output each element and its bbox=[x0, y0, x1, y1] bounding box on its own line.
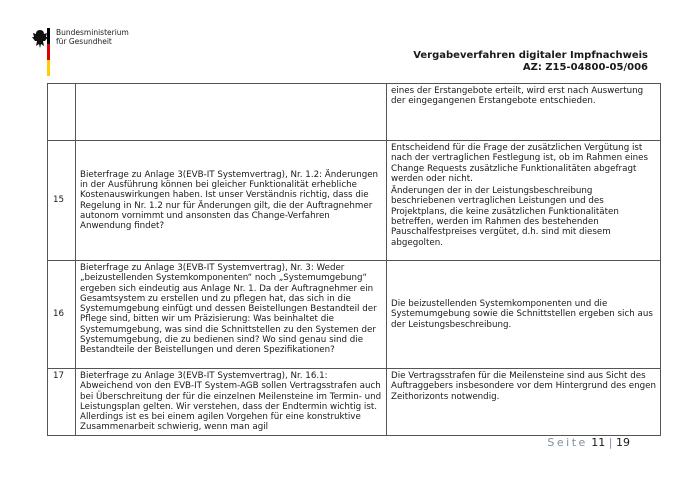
table-row bbox=[48, 141, 661, 261]
row-number: 17 bbox=[48, 369, 76, 436]
question-cell: Bieterfrage zu Anlage 3(EVB-IT Systemvertrag), Nr. 16.1: Abweichend von den EVB-IT System-AGB sollen Vertragsstrafen auch bei Überschreitung der für die einzelnen Meilensteine im Termin- und Leistungsplan gelten. Wir verstehen, dass der Endtermin wichtig ist. Allerdings ist es bei einem agilen Vorgehen für eine konstruktive Zusammenarbeit schwierig, wenn man agil bbox=[76, 369, 387, 436]
ministry-line-1: Bundesministerium bbox=[56, 28, 129, 37]
ministry-logo bbox=[30, 28, 140, 78]
flag-bar bbox=[47, 28, 50, 76]
ministry-name bbox=[56, 28, 129, 46]
flag-stripe-gold bbox=[47, 60, 50, 76]
answer-cell bbox=[387, 84, 661, 141]
file-reference: AZ: Z15-04800-05/006 bbox=[522, 62, 648, 73]
question-cell bbox=[76, 84, 387, 141]
page-label: Seite bbox=[547, 436, 588, 449]
answer-cell bbox=[387, 141, 661, 261]
flag-stripe-black bbox=[47, 28, 50, 44]
question-cell: Bieterfrage zu Anlage 3(EVB-IT Systemvertrag), Nr. 3: Weder „beizustellenden Systemkomponenten“ noch „Systemumgebung“ ergeben sich eindeutig aus Anlage Nr. 1. Da der Auftragnehmer ein Gesamtsystem zu erstellen und zu pflegen hat, das sich in die Systemumgebung einfügt und dessen Beistellungen Bestandteil der Pflege sind, bitten wir um Präzisierung: Was beinhaltet die Systemumgebung, was sind die Schnittstellen zu den Systemen der Systemumgebung, die zu bedienen sind? Wo sind genau sind die Bestandteile der Beistellungen und deren Spezifikationen? bbox=[76, 261, 387, 369]
answer-paragraph: Änderungen der in der Leistungsbeschreibung beschriebenen vertraglichen Leistungen und des Projektplans, die keine zusätzlichen Funktionalitäten betreffen, werden im Rahmen des bestehenden Pauschalfestpreises vergütet, d.h. sind mit diesem abgegolten. bbox=[391, 186, 619, 248]
page-separator: | bbox=[608, 436, 613, 449]
question-cell: Bieterfrage zu Anlage 3(EVB-IT Systemvertrag), Nr. 1.2: Änderungen in der Ausführung können bei gleicher Funktionalität erhebliche Kostenauswirkungen haben. Ist unser Verständnis richtig, dass die Regelung in Nr. 1.2 nur für Änderungen gilt, die der Auftragnehmer autonom vornimmt und ansonsten das Change-Verfahren Anwendung findet? bbox=[76, 141, 387, 261]
answer-cell bbox=[387, 369, 661, 436]
answer-paragraph: Die Vertragsstrafen für die Meilensteine sind aus Sicht des Auftraggebers insbesondere vor dem Hintergrund des engen Zeithorizonts notwendig. bbox=[391, 371, 656, 402]
document-header bbox=[413, 50, 648, 74]
row-number: 15 bbox=[48, 141, 76, 261]
page-total: 19 bbox=[616, 436, 630, 449]
row-number: 16 bbox=[48, 261, 76, 369]
document-title: Vergabeverfahren digitaler Impfnachweis bbox=[413, 50, 648, 61]
ministry-line-2: für Gesundheit bbox=[56, 37, 112, 46]
page-footer bbox=[547, 436, 630, 449]
table-row bbox=[48, 261, 661, 369]
answer-paragraph: Entscheidend für die Frage der zusätzlichen Vergütung ist nach der vertraglichen Festlegung ist, ob im Rahmen eines Change Requests zusätzliche Funktionalitäten abgefragt werden oder nicht. bbox=[391, 143, 649, 184]
answer-paragraph: eines der Erstangebote erteilt, wird erst nach Auswertung der eingegangenen Erstangebote entschieden. bbox=[391, 86, 644, 107]
table-row bbox=[48, 84, 661, 141]
table-row bbox=[48, 369, 661, 436]
flag-stripe-red bbox=[47, 44, 50, 60]
answer-cell bbox=[387, 261, 661, 369]
row-number bbox=[48, 84, 76, 141]
page-current: 11 bbox=[591, 436, 606, 449]
bidder-questions-table bbox=[47, 83, 661, 436]
answer-paragraph: Die beizustellenden Systemkomponenten und die Systemumgebung sowie die Schnittstellen ergeben sich aus der Leistungsbeschreibung. bbox=[391, 299, 653, 330]
